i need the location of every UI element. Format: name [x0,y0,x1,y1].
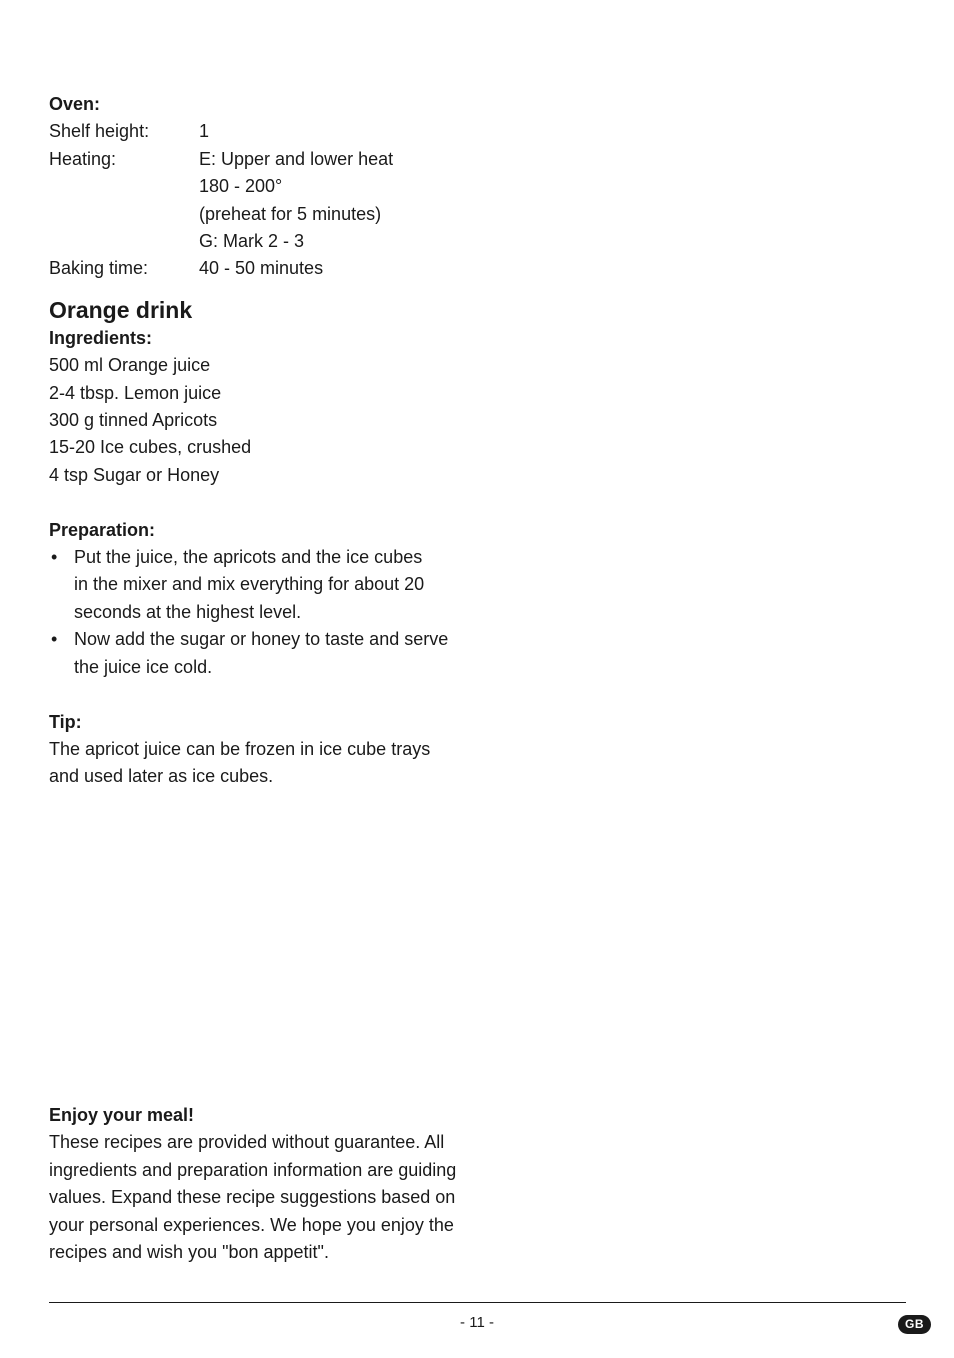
spacer [49,489,469,516]
spacer [49,681,469,708]
page-number: - 11 - [460,1314,494,1331]
heating-line: E: Upper and lower heat [199,148,394,169]
step-line: seconds at the highest level. [74,601,302,622]
preparation-steps [49,544,469,681]
language-badge: GB [898,1315,931,1334]
step-line: the juice ice cold. [74,656,213,677]
heating-line: G: Mark 2 - 3 [199,231,305,252]
bullet-icon: • [51,547,58,568]
bullet-icon: • [51,629,58,650]
heating-line: 180 - 200° [199,176,283,197]
baking-time-value [199,255,469,282]
oven-row-heating [49,146,469,256]
ingredient-item: 300 g tinned Apricots [49,410,218,431]
closing-line: These recipes are provided without guarantee. All [49,1132,445,1153]
preparation-heading: Preparation: [49,519,156,540]
closing-line: ingredients and preparation information are guiding [49,1159,457,1180]
shelf-height-line: 1 [199,121,210,142]
shelf-height-value [199,118,469,145]
closing-note [49,1102,479,1266]
ingredient-item: 15-20 Ice cubes, crushed [49,437,252,458]
footer-divider [49,1302,906,1303]
recipe-title: Orange drink [49,296,193,323]
heating-label: Heating: [49,148,117,169]
ingredient-item: 2-4 tbsp. Lemon juice [49,382,222,403]
closing-line: values. Expand these recipe suggestions based on [49,1187,456,1208]
closing-line: recipes and wish you "bon appetit". [49,1242,329,1263]
tip-line: The apricot juice can be frozen in ice cube trays [49,738,431,759]
oven-row-baking-time [49,255,469,282]
tip-heading: Tip: [49,711,82,732]
tip-line: and used later as ice cubes. [49,766,274,787]
heating-line: (preheat for 5 minutes) [199,203,382,224]
preparation-step [49,626,469,681]
ingredient-item: 4 tsp Sugar or Honey [49,464,220,485]
ingredient-item: 500 ml Orange juice [49,355,211,376]
closing-line: your personal experiences. We hope you enjoy the [49,1214,454,1235]
step-line: in the mixer and mix everything for about 20 [74,574,425,595]
ingredients-heading: Ingredients: [49,327,153,348]
step-line: Now add the sugar or honey to taste and serve [74,629,449,650]
oven-row-shelf [49,118,469,145]
oven-heading: Oven: [49,94,101,114]
baking-time-line: 40 - 50 minutes [199,258,324,279]
recipe-content [49,91,469,791]
closing-heading: Enjoy your meal! [49,1105,195,1125]
shelf-height-label: Shelf height: [49,121,150,142]
step-line: Put the juice, the apricots and the ice cubes [74,547,423,568]
preparation-step [49,544,469,626]
baking-time-label: Baking time: [49,258,149,279]
heating-value [199,146,469,256]
